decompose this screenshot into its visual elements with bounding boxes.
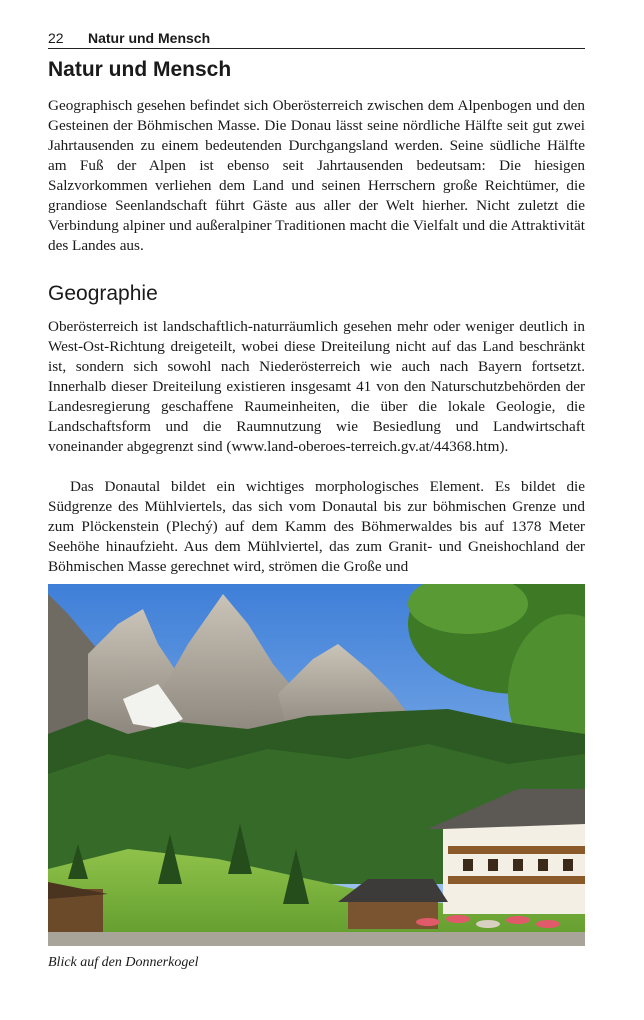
section-heading: Geographie	[48, 282, 158, 305]
landscape-photo	[48, 584, 585, 946]
body-paragraph: Oberösterreich ist landschaftlich-naturräumlich gesehen mehr oder weniger deutlich in West-Ost-Richtung dreigeteilt, wobei diese Dreiteilung nicht auf das Land beschränkt ist, sondern sich sowohl nach Niederösterreich wie auch nach Bayern fortsetzt. Innerhalb dieser Dreiteilung existieren insgesamt 41 von den Naturschutzbehörden der Landesregierung geschaffene Raumeinheiten, die über die lokale Geologie, die Landschaftsform und die Raumnutzung wie Besiedlung und Landwirtschaft voneinander abgegrenzt sind (www.land-oberoes-​terreich.gv.at/44368.htm).	[48, 318, 585, 455]
chapter-heading: Natur und Mensch	[48, 58, 232, 81]
body-paragraph: Das Donautal bildet ein wichtiges morphologisches Element. Es bildet die Südgrenze des Mühlviertels, das sich vom Donautal bis zur böhmischen Grenze und zum Plöckenstein (Plechý) auf dem Kamm des Böhmerwaldes bis auf 1378 Meter Seehöhe hinaufzieht. Aus dem Mühlviertel, das zum Granit- und Gneishochland der Böhmischen Masse gerechnet wird, strömen die Große und	[48, 478, 585, 575]
intro-paragraph: Geographisch gesehen befindet sich Oberösterreich zwischen dem Alpenbogen und den Gesteinen der Böhmischen Masse. Die Donau lässt seine nördliche Hälfte seit gut zwei Jahrtausenden zu einem bedeutenden Durchgangsland werden. Seine südliche Hälfte am Fuß der Alpen ist ebenso seit Jahrtausenden bedeutsam: Die hiesigen Salzvorkommen verliehen dem Land und seinen Herrschern große Reichtümer, die grandiose Seenlandschaft führt Gäste aus aller der Welt hierher. Nicht zuletzt die Verbindung alpiner und außeralpiner Traditionen macht die Vielfalt und die Attraktivität des Landes aus.	[48, 97, 585, 254]
running-head-title: Natur und Mensch	[88, 30, 211, 46]
running-head	[48, 28, 585, 49]
photo-caption: Blick auf den Donnerkogel	[48, 955, 199, 970]
page-number: 22	[48, 30, 64, 46]
